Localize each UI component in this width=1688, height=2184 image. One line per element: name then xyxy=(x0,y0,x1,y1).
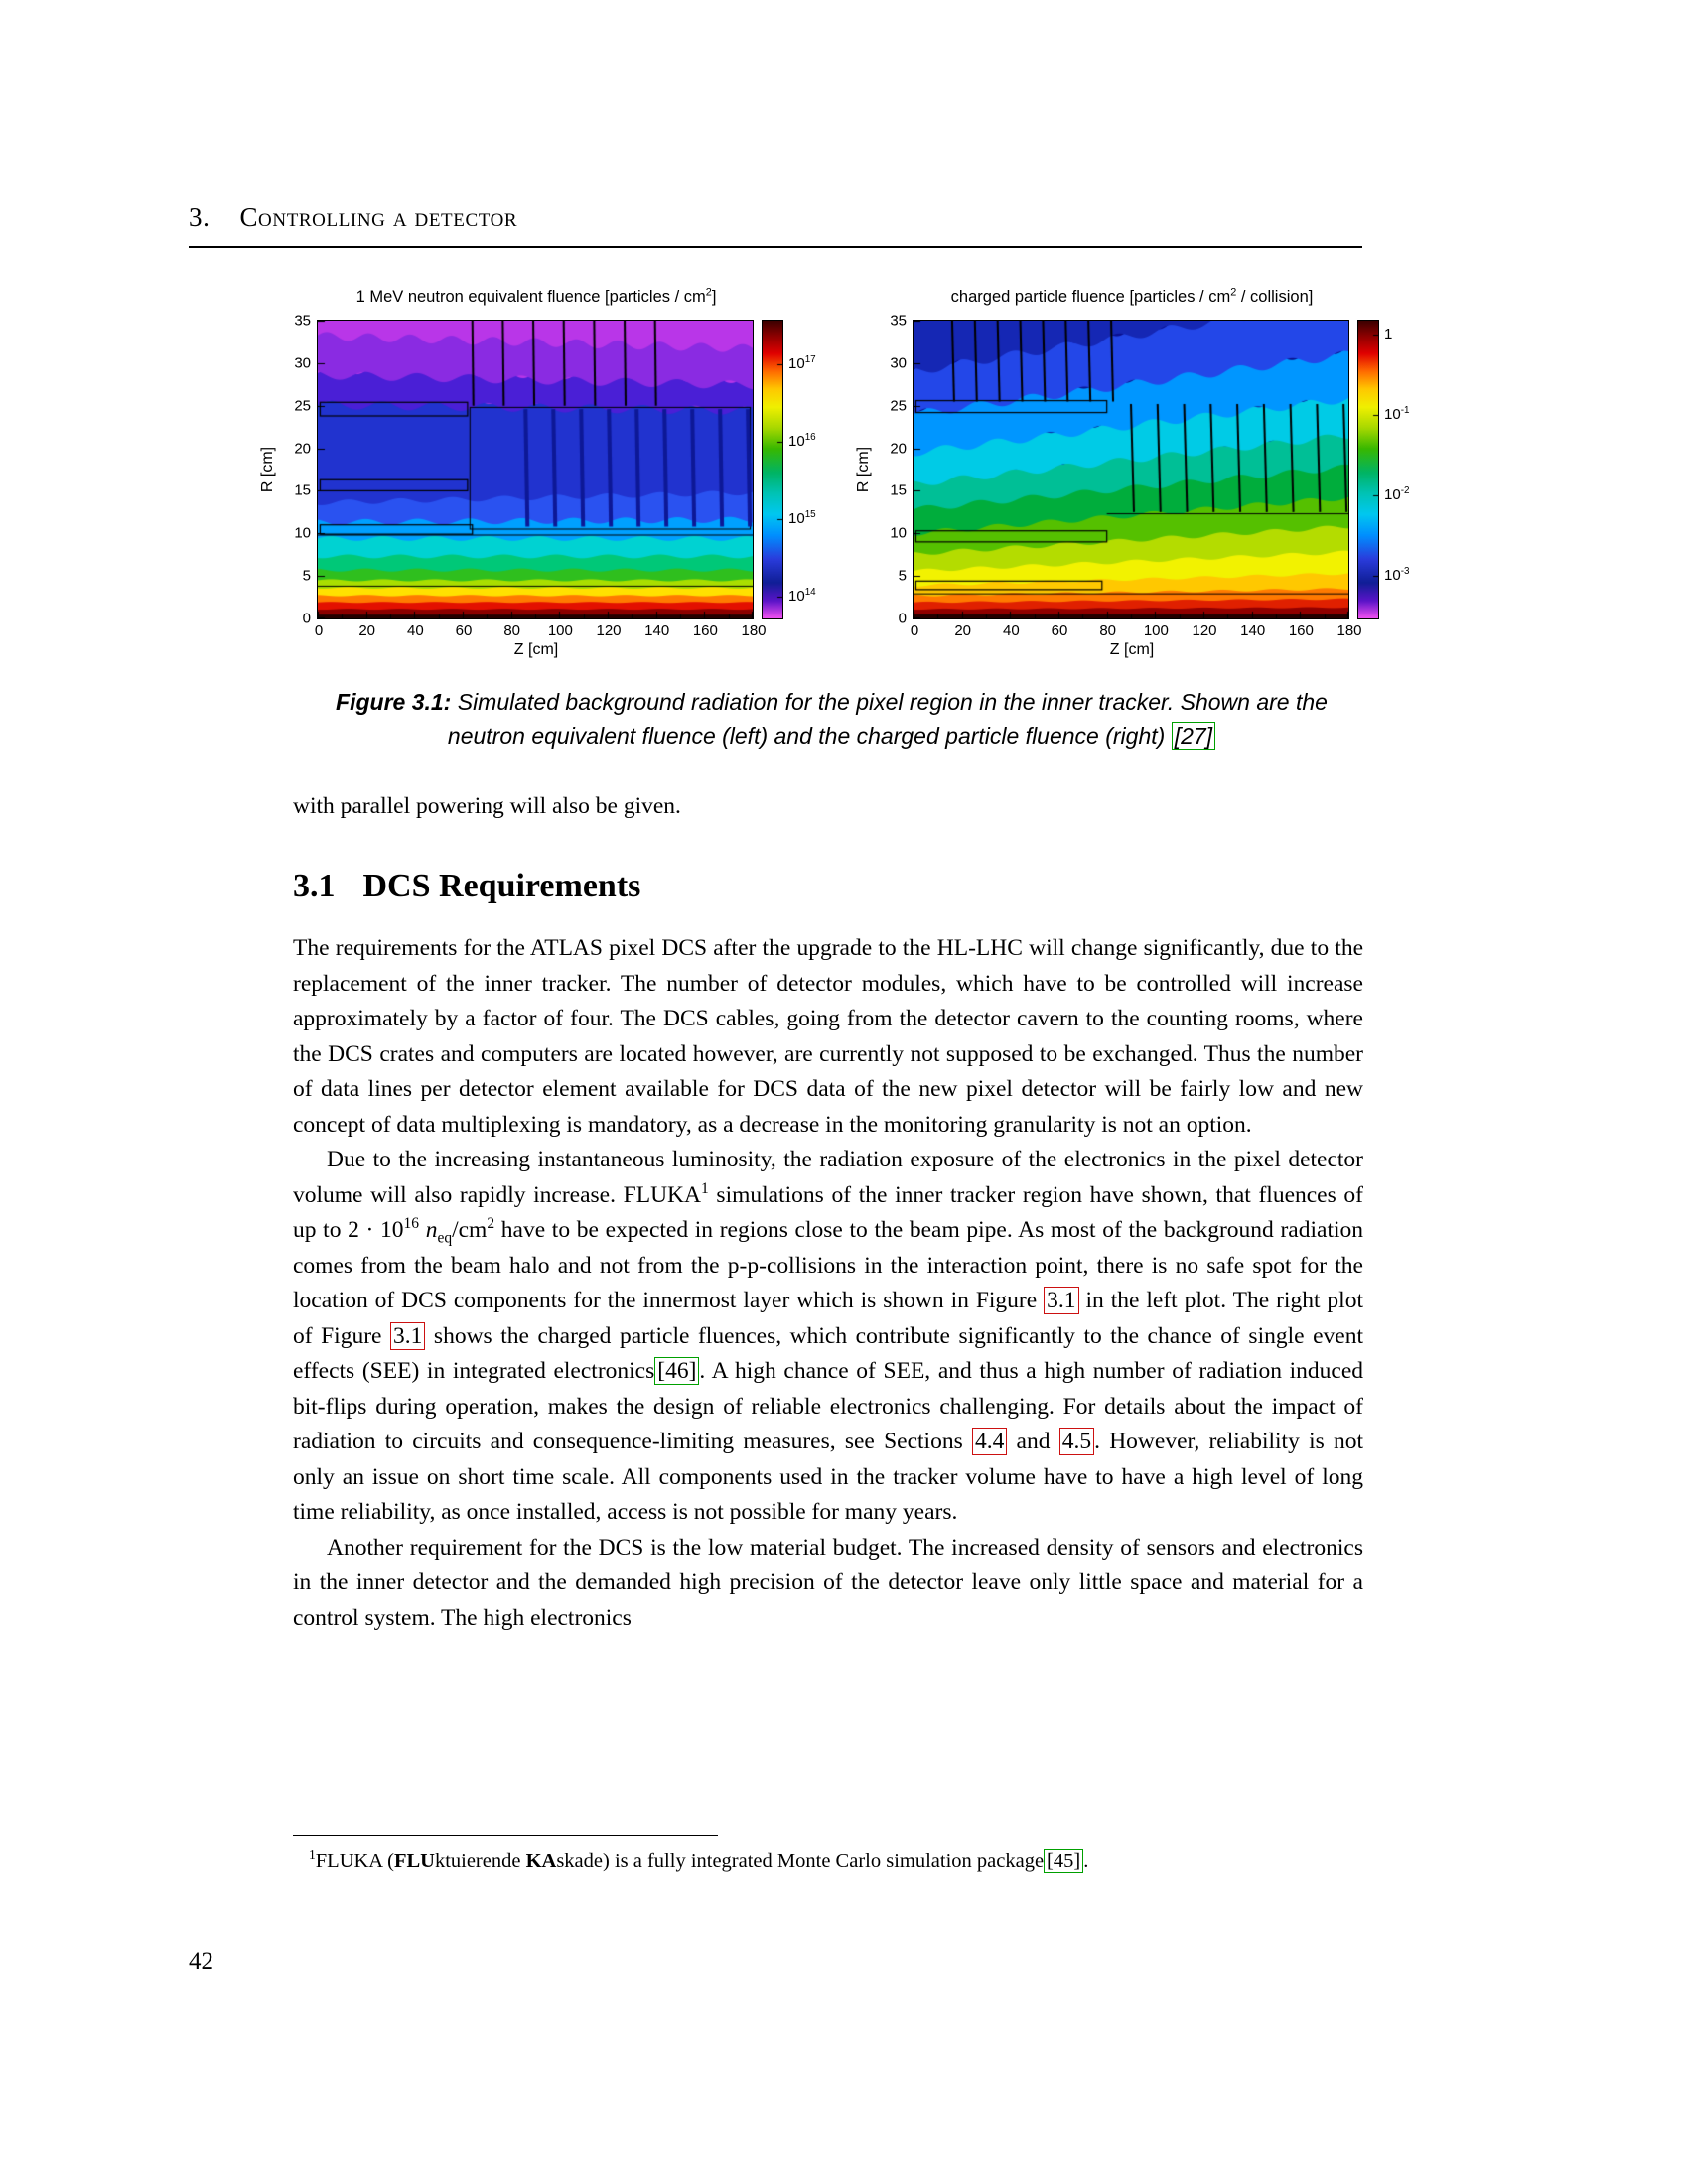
citation-link[interactable]: [46] xyxy=(654,1357,699,1385)
x-tick-labels xyxy=(314,619,767,641)
y-tick-label: 15 xyxy=(294,481,311,499)
bold-text: FLU xyxy=(393,1850,435,1872)
bold-text: KA xyxy=(525,1850,557,1872)
superscript: 2 xyxy=(1230,286,1237,299)
y-tick-label: 20 xyxy=(294,440,311,458)
y-tick-label: 10 xyxy=(294,524,311,542)
figure-caption: Figure 3.1: Simulated background radiation for the pixel region in the inner tracker. Shown are the neutron equivalent fluence (left) and the charged particle fluence (right) [27] xyxy=(336,689,1328,749)
colorbar-tick-label: $10^{17}$ xyxy=(788,354,816,372)
x-tick-label: 100 xyxy=(1143,622,1169,639)
y-tick-label: 5 xyxy=(302,567,311,585)
superscript: 2 xyxy=(705,286,712,299)
colorbar-labels xyxy=(1379,320,1433,619)
plot-title-neutron: 1 MeV neutron equivalent fluence [particles / $cm^2$] xyxy=(355,286,717,306)
bold-text: Figure 3.1: xyxy=(336,689,452,715)
x-tick-labels xyxy=(910,619,1362,641)
y-tick-labels xyxy=(281,312,317,627)
plot-title-charged: charged particle fluence [particles / $cm^2$ / collision] xyxy=(950,286,1314,306)
chapter-number: 3. xyxy=(189,203,211,232)
y-tick-label: 25 xyxy=(294,397,311,415)
colorbar-tick-label: $10^{-1}$ xyxy=(1384,405,1410,423)
paragraph-3: Another requirement for the DCS is the low material budget. The increased density of sensors and electronics in the inner detector and the demanded high precision of the detector leave only little space and material for a control system. The high electronics xyxy=(293,1534,1363,1631)
y-axis-label: R [cm] xyxy=(855,446,872,493)
colorbar-labels xyxy=(783,320,837,619)
footnote xyxy=(293,1835,1363,1875)
plot-charged-fluence xyxy=(851,288,1433,663)
x-tick-label: 40 xyxy=(406,622,424,639)
page-number: 42 xyxy=(189,1948,213,1975)
internal-reference-link[interactable]: 3.1 xyxy=(390,1322,425,1350)
y-tick-label: 0 xyxy=(302,610,311,627)
x-axis-label: Z [cm] xyxy=(1109,641,1155,658)
colorbar-neutron xyxy=(762,320,783,619)
math-symbol: n xyxy=(425,1217,438,1243)
x-tick-label: 160 xyxy=(692,622,718,639)
x-tick-label: 20 xyxy=(954,622,971,639)
x-tick-label: 0 xyxy=(910,622,919,639)
colorbar-tick-label: 1 xyxy=(1384,326,1393,342)
citation-link[interactable]: [27] xyxy=(1172,722,1215,750)
colorbar-charged xyxy=(1357,320,1379,619)
internal-reference-link[interactable]: 3.1 xyxy=(1044,1287,1078,1314)
x-tick-label: 80 xyxy=(503,622,520,639)
footnote-text: $^1$FLUKA (FLUktuierende KAskade) is a fully integrated Monte Carlo simulation package [45] . xyxy=(309,1847,1089,1872)
x-tick-label: 120 xyxy=(596,622,622,639)
y-tick-label: 35 xyxy=(294,312,311,330)
heatmap-canvas-neutron xyxy=(317,320,754,619)
y-tick-label: 25 xyxy=(890,397,907,415)
x-tick-label: 60 xyxy=(455,622,473,639)
section-number: 3.1 xyxy=(293,867,336,904)
footnote-rule xyxy=(293,1835,718,1836)
header-rule xyxy=(189,246,1362,248)
colorbar-tick-label: $10^{-2}$ xyxy=(1384,485,1410,503)
section-title: DCS Requirements xyxy=(362,867,641,904)
x-tick-label: 160 xyxy=(1288,622,1314,639)
internal-reference-link[interactable]: 4.5 xyxy=(1059,1428,1094,1455)
y-tick-label: 15 xyxy=(890,481,907,499)
plot-main-neutron xyxy=(255,312,837,627)
x-tick-label: 20 xyxy=(358,622,375,639)
y-tick-labels xyxy=(877,312,913,627)
plot-main-charged xyxy=(851,312,1433,627)
y-tick-label: 30 xyxy=(890,354,907,372)
figure-3-1 xyxy=(0,288,1688,663)
subscript: eq xyxy=(437,1229,453,1247)
internal-reference-link[interactable]: 4.4 xyxy=(972,1428,1007,1455)
x-tick-label: 40 xyxy=(1002,622,1020,639)
heatmap-canvas-charged xyxy=(913,320,1349,619)
x-tick-label: 140 xyxy=(1240,622,1266,639)
superscript: 16 xyxy=(403,1215,420,1233)
paragraph-intro: with parallel powering will also be given. xyxy=(293,793,681,819)
body-text xyxy=(293,789,1363,1636)
colorbar-tick-label: $10^{15}$ xyxy=(788,509,816,527)
colorbar-wrap xyxy=(1357,320,1379,619)
superscript: 1 xyxy=(309,1847,316,1863)
colorbar-tick-label: $10^{16}$ xyxy=(788,432,816,450)
section-heading xyxy=(293,869,1363,904)
footnote-marker[interactable]: 1 xyxy=(701,1179,709,1197)
colorbar-tick-label: $10^{14}$ xyxy=(788,587,816,605)
colorbar-tick-label: $10^{-3}$ xyxy=(1384,566,1410,584)
y-tick-label: 5 xyxy=(898,567,907,585)
citation-link[interactable]: [45] xyxy=(1044,1849,1083,1873)
y-axis-label: R [cm] xyxy=(259,446,276,493)
plot-neutron-fluence xyxy=(255,288,837,663)
paragraph-2: Due to the increasing instantaneous luminosity, the radiation exposure of the electronics in the pixel detector volume will also rapidly increase. FLUKA$^1$ simulations of the inner tracker region have shown, that fluences of up to $2 \cdot 10^{16}$ $n_{eq}/cm^2$ have to be expected in regions close to the beam pipe. As most of the background radiation comes from the beam halo and not from the p-p-collisions in the interaction point, there is no safe spot for the location of DCS components for the innermost layer which is shown in Figure 3.1 in the left plot. The right plot of Figure 3.1 shows the charged particle fluences, which contribute significantly to the chance of single event effects (SEE) in integrated electronics [46] . A high chance of SEE, and thus a high number of radiation induced bit-flips during operation, makes the design of reliable electronics challenging. For details about the impact of radiation to circuits and consequence-limiting measures, see Sections 4.4 and 4.5 . However, reliability is not only an issue on short time scale. All components used in the tracker volume have to have a high level of long time reliability, as once installed, access is not possible for many years. xyxy=(293,1147,1364,1525)
x-tick-label: 100 xyxy=(547,622,573,639)
y-tick-label: 10 xyxy=(890,524,907,542)
superscript: 2 xyxy=(487,1215,495,1233)
colorbar-wrap xyxy=(762,320,783,619)
running-header xyxy=(189,203,517,233)
x-tick-label: 80 xyxy=(1099,622,1116,639)
chapter-title: Controlling a detector xyxy=(239,203,518,232)
y-tick-label: 20 xyxy=(890,440,907,458)
paragraph-1: The requirements for the ATLAS pixel DCS after the upgrade to the HL-LHC will change significantly, due to the replacement of the inner tracker. The number of detector modules, which have to be controlled will increase approximately by a factor of four. The DCS cables, going from the detector cavern to the counting rooms, where the DCS crates and computers are located however, are currently not supposed to be exchanged. Thus the number of data lines per detector element available for DCS data of the new pixel detector will be fairly low and new concept of data multiplexing is mandatory, as a decrease in the monitoring granularity is not an option. xyxy=(293,935,1363,1138)
x-tick-label: 60 xyxy=(1051,622,1068,639)
y-tick-label: 30 xyxy=(294,354,311,372)
y-tick-label: 0 xyxy=(898,610,907,627)
x-tick-label: 0 xyxy=(314,622,324,639)
x-tick-label: 180 xyxy=(741,622,767,639)
x-tick-label: 140 xyxy=(644,622,670,639)
x-axis-label: Z [cm] xyxy=(513,641,559,658)
x-tick-label: 180 xyxy=(1336,622,1362,639)
y-tick-label: 35 xyxy=(890,312,907,330)
x-tick-label: 120 xyxy=(1192,622,1217,639)
